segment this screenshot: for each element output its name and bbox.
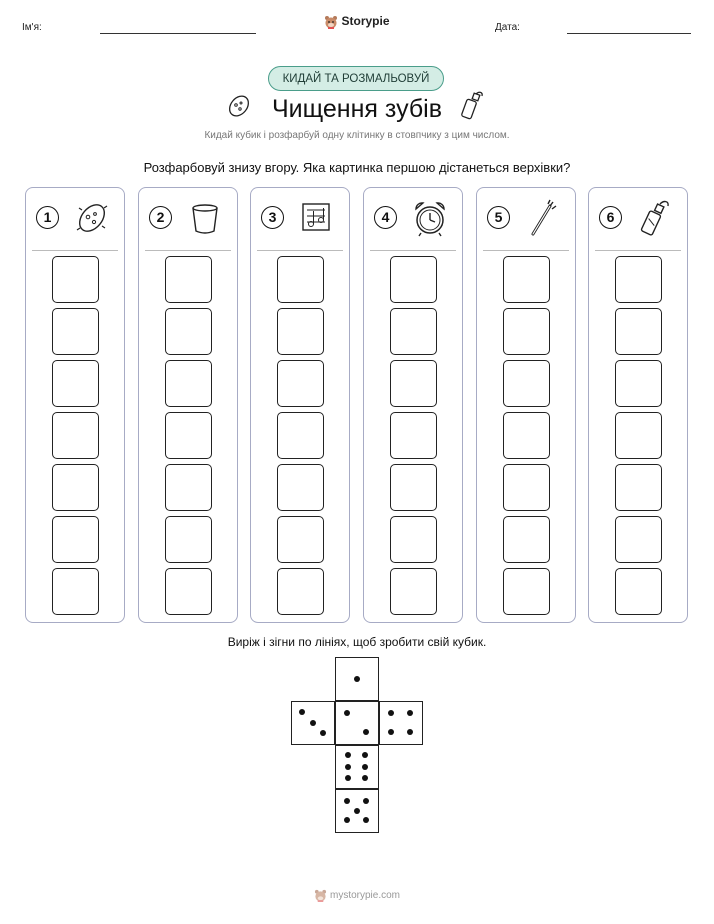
column-4 <box>363 187 463 623</box>
column-6 <box>588 187 688 623</box>
color-cell[interactable] <box>503 464 550 511</box>
color-cell[interactable] <box>277 308 324 355</box>
color-cell[interactable] <box>390 568 437 615</box>
brand-name: Storypie <box>341 14 390 28</box>
color-cell[interactable] <box>390 308 437 355</box>
date-line[interactable] <box>567 33 691 34</box>
color-cell[interactable] <box>52 568 99 615</box>
column-divider <box>32 250 118 251</box>
date-label: Дата: <box>495 22 520 33</box>
color-cell[interactable] <box>165 308 212 355</box>
dice-pip <box>388 729 394 735</box>
column-divider <box>145 250 231 251</box>
color-cell[interactable] <box>165 464 212 511</box>
color-cell[interactable] <box>615 568 662 615</box>
footer-url: mystorypie.com <box>329 890 400 902</box>
color-cell[interactable] <box>503 568 550 615</box>
cut-instruction: Виріж і зігни по лініях, щоб зробити свій кубик. <box>227 635 487 649</box>
color-cell[interactable] <box>52 516 99 563</box>
color-cell[interactable] <box>277 568 324 615</box>
color-cell[interactable] <box>277 256 324 303</box>
toothpaste-icon <box>635 198 675 238</box>
color-cell[interactable] <box>52 412 99 459</box>
color-cell[interactable] <box>165 360 212 407</box>
color-cell[interactable] <box>615 308 662 355</box>
column-number: 1 <box>36 206 59 229</box>
germ-icon <box>72 198 112 238</box>
dice-face-1 <box>335 657 379 701</box>
color-cell[interactable] <box>503 412 550 459</box>
bear-logo-icon <box>324 15 338 29</box>
dice-face-3 <box>291 701 335 745</box>
color-cell[interactable] <box>277 516 324 563</box>
dice-pip <box>362 752 368 758</box>
dice-pip <box>310 720 316 726</box>
column-number: 3 <box>261 206 284 229</box>
color-cell[interactable] <box>615 412 662 459</box>
name-line[interactable] <box>100 33 256 34</box>
color-cell[interactable] <box>390 412 437 459</box>
dice-face-2 <box>335 701 379 745</box>
color-cell[interactable] <box>615 256 662 303</box>
column-divider <box>595 250 681 251</box>
dice-pip <box>344 817 350 823</box>
column-number: 6 <box>599 206 622 229</box>
color-cell[interactable] <box>165 412 212 459</box>
activity-badge: КИДАЙ ТА РОЗМАЛЬОВУЙ <box>268 66 444 91</box>
cup-icon <box>185 198 225 238</box>
color-cell[interactable] <box>503 308 550 355</box>
dice-pip <box>407 729 413 735</box>
dice-pip <box>388 710 394 716</box>
color-cell[interactable] <box>52 464 99 511</box>
dice-face-5 <box>335 789 379 833</box>
column-number: 5 <box>487 206 510 229</box>
dice-pip <box>354 676 360 682</box>
column-3 <box>250 187 350 623</box>
dice-pip <box>344 710 350 716</box>
color-cell[interactable] <box>615 516 662 563</box>
color-cell[interactable] <box>52 256 99 303</box>
dice-face-6 <box>335 745 379 789</box>
toothbrush-icon <box>523 198 563 238</box>
music-icon <box>297 198 337 238</box>
footer <box>0 889 714 902</box>
color-cell[interactable] <box>615 464 662 511</box>
color-cell[interactable] <box>390 256 437 303</box>
dice-pip <box>320 730 326 736</box>
dice-pip <box>345 764 351 770</box>
color-cell[interactable] <box>503 360 550 407</box>
color-cell[interactable] <box>165 516 212 563</box>
dice-pip <box>345 752 351 758</box>
color-cell[interactable] <box>52 360 99 407</box>
color-cell[interactable] <box>277 360 324 407</box>
column-2 <box>138 187 238 623</box>
dice-pip <box>363 729 369 735</box>
dice-pip <box>407 710 413 716</box>
brand-logo <box>0 14 714 29</box>
color-cell[interactable] <box>390 464 437 511</box>
page-title: Чищення зубів <box>271 95 443 123</box>
color-cell[interactable] <box>52 308 99 355</box>
color-cell[interactable] <box>165 256 212 303</box>
color-cell[interactable] <box>390 516 437 563</box>
dice-pip <box>363 798 369 804</box>
alarm-clock-icon <box>410 198 450 238</box>
dice-pip <box>299 709 305 715</box>
page-subtitle: Кидай кубик і розфарбуй одну клітинку в стовпчику з цим числом. <box>204 130 510 141</box>
column-divider <box>370 250 456 251</box>
dice-pip <box>354 808 360 814</box>
dice-pip <box>363 817 369 823</box>
column-divider <box>483 250 569 251</box>
column-number: 2 <box>149 206 172 229</box>
color-cell[interactable] <box>277 412 324 459</box>
column-5 <box>476 187 576 623</box>
dice-face-4 <box>379 701 423 745</box>
dice-pip <box>345 775 351 781</box>
dice-pip <box>344 798 350 804</box>
color-cell[interactable] <box>615 360 662 407</box>
color-cell[interactable] <box>165 568 212 615</box>
color-cell[interactable] <box>390 360 437 407</box>
bear-footer-icon <box>314 889 327 902</box>
column-divider <box>257 250 343 251</box>
toothpaste-title-icon <box>456 90 486 122</box>
color-cell[interactable] <box>503 516 550 563</box>
column-number: 4 <box>374 206 397 229</box>
dice-pip <box>362 775 368 781</box>
color-cell[interactable] <box>277 464 324 511</box>
column-1 <box>25 187 125 623</box>
color-cell[interactable] <box>503 256 550 303</box>
instruction-text: Розфарбовуй знизу вгору. Яка картинка першою дістанеться верхівки? <box>143 160 571 175</box>
name-label: Ім'я: <box>22 22 42 33</box>
dice-pip <box>362 764 368 770</box>
